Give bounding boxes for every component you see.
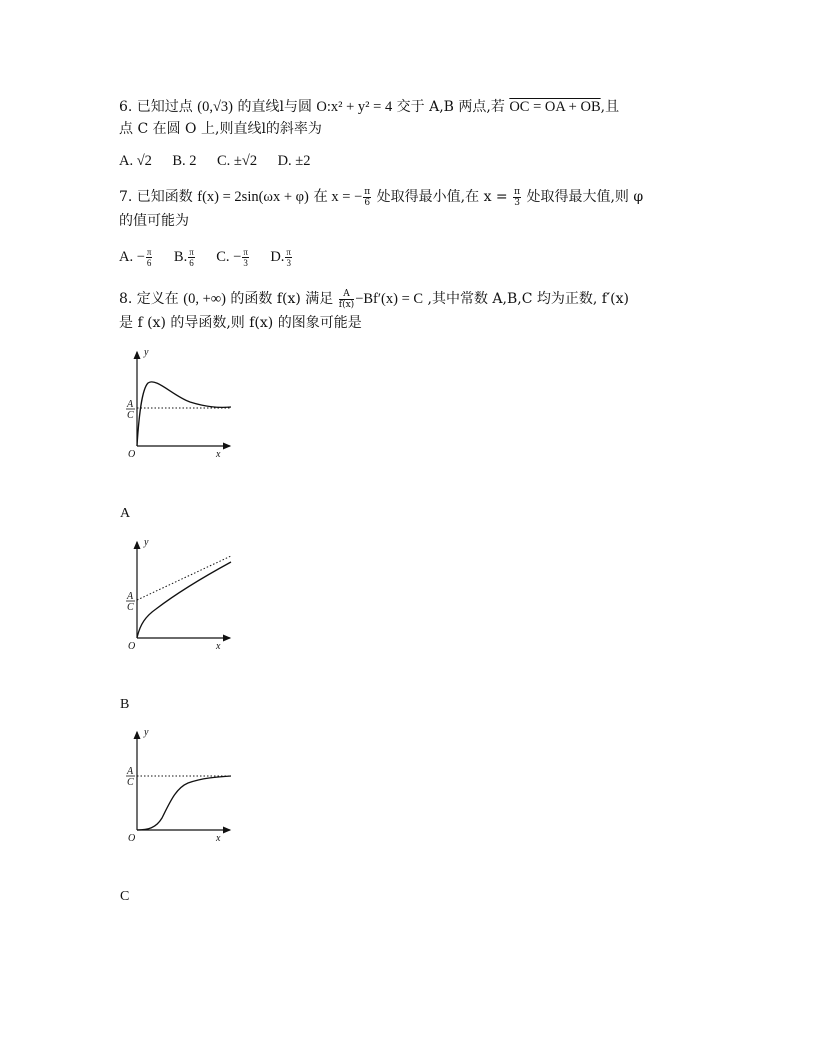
graph-c-curve <box>137 776 231 830</box>
q7-option-c-num: π <box>243 247 248 258</box>
q7-frac2-den: 3 <box>514 197 520 208</box>
question-8-line-2 <box>119 312 362 334</box>
q7-option-c-den: 3 <box>243 258 248 269</box>
graph-c-asym-num: A <box>127 766 134 777</box>
q7-option-a <box>119 246 153 268</box>
q6-text-suffix: ,且 <box>600 99 620 115</box>
q7-fraction-2 <box>513 187 521 208</box>
q8-text-line2: 是 f (x) 的导函数,则 f(x) 的图象可能是 <box>119 315 362 331</box>
question-6-line-1 <box>119 96 619 118</box>
graph-a <box>118 344 248 468</box>
graph-a-curve <box>137 382 231 446</box>
graph-b-svg <box>118 534 248 654</box>
q7-option-d <box>270 246 293 268</box>
q8-frac-num: A <box>339 289 354 300</box>
q6-text-mid: 的直线l与圆 <box>237 99 312 115</box>
q8-text: 8. 定义在 <box>119 291 179 307</box>
q7-option-d-label: D. <box>270 249 285 265</box>
q6-text-line2: 点 C 在圆 O 上,则直线l的斜率为 <box>119 121 322 137</box>
graph-a-label: A <box>120 506 131 521</box>
q7-text-suffix: 处取得最大值,则 φ <box>526 189 644 205</box>
q6-point: (0,√3) <box>197 99 234 115</box>
q7-at-min: 在 x = − <box>313 189 363 205</box>
graph-a-x-label: x <box>216 449 221 460</box>
question-7-line-2 <box>119 210 189 232</box>
graph-b-asym-num: A <box>127 591 134 602</box>
q7-frac1-num: π <box>364 186 371 197</box>
graph-b-x-label: x <box>216 641 221 652</box>
q7-text: 7. 已知函数 <box>119 189 193 205</box>
q7-option-b-label: B. <box>173 249 188 265</box>
graph-c-asym-den: C <box>127 777 134 788</box>
graph-c-label: C <box>120 889 130 904</box>
graph-b-asymptote <box>137 556 231 600</box>
q7-option-d-num: π <box>286 247 291 258</box>
graph-a-origin: O <box>128 449 136 460</box>
q6-option-a: A. √2 <box>119 153 152 169</box>
q6-text-mid2: 交于 A,B 两点,若 <box>396 99 505 115</box>
graph-a-svg <box>118 344 248 464</box>
question-7-line-1 <box>119 186 643 208</box>
q7-option-a-den: 6 <box>146 258 152 269</box>
q8-text-mid: 的函数 f(x) 满足 <box>230 291 334 307</box>
graph-b-origin: O <box>128 641 136 652</box>
q7-frac2-num: π <box>514 186 521 197</box>
question-8-line-1 <box>119 288 629 310</box>
question-6-line-2 <box>119 118 322 140</box>
q6-option-b: B. 2 <box>172 153 197 169</box>
graph-c <box>118 726 248 850</box>
q7-option-b <box>174 246 196 268</box>
q7-option-b-num: π <box>189 247 194 258</box>
q7-option-a-num: π <box>146 247 152 258</box>
graph-c-svg <box>118 726 248 846</box>
question-6-options <box>119 150 327 172</box>
q6-text: 6. 已知过点 <box>119 99 193 115</box>
q7-option-a-label: A. − <box>119 249 145 265</box>
q7-frac1-den: 6 <box>364 197 371 208</box>
q7-fraction-1 <box>363 187 371 208</box>
graph-a-asym-num: A <box>127 399 134 410</box>
q7-text-line2: 的值可能为 <box>119 213 189 229</box>
graph-c-x-label: x <box>216 833 221 844</box>
q7-option-c <box>216 246 250 268</box>
graph-a-y-label: y <box>144 347 149 358</box>
q7-option-c-label: C. − <box>216 249 242 265</box>
q8-frac-den: f(x) <box>338 299 355 310</box>
q8-domain: (0, +∞) <box>183 291 226 307</box>
q7-option-b-den: 6 <box>189 258 194 269</box>
q6-option-c: C. ±√2 <box>217 153 258 169</box>
graph-b <box>118 534 248 658</box>
graph-a-asym-den: C <box>127 410 134 421</box>
graph-b-y-label: y <box>144 537 149 548</box>
graph-b-curve <box>137 562 231 638</box>
q8-fraction <box>339 289 354 310</box>
q6-vector-equation: OC = OA + OB <box>509 99 601 115</box>
q7-option-d-den: 3 <box>286 258 291 269</box>
graph-c-y-label: y <box>144 727 149 738</box>
graph-b-label: B <box>120 697 130 712</box>
q6-option-d: D. ±2 <box>277 153 311 169</box>
q7-function: f(x) = 2sin(ωx + φ) <box>197 189 309 205</box>
graph-b-asym-den: C <box>127 602 134 613</box>
q7-text-mid: 处取得最小值,在 x = <box>376 189 508 205</box>
question-7-options <box>119 246 309 268</box>
q8-text-suffix: ,其中常数 A,B,C 均为正数, f′(x) <box>427 291 629 307</box>
q6-circle-equation: O:x² + y² = 4 <box>316 99 393 115</box>
graph-c-origin: O <box>128 833 136 844</box>
q8-equation: −Bf′(x) = C <box>355 291 424 307</box>
